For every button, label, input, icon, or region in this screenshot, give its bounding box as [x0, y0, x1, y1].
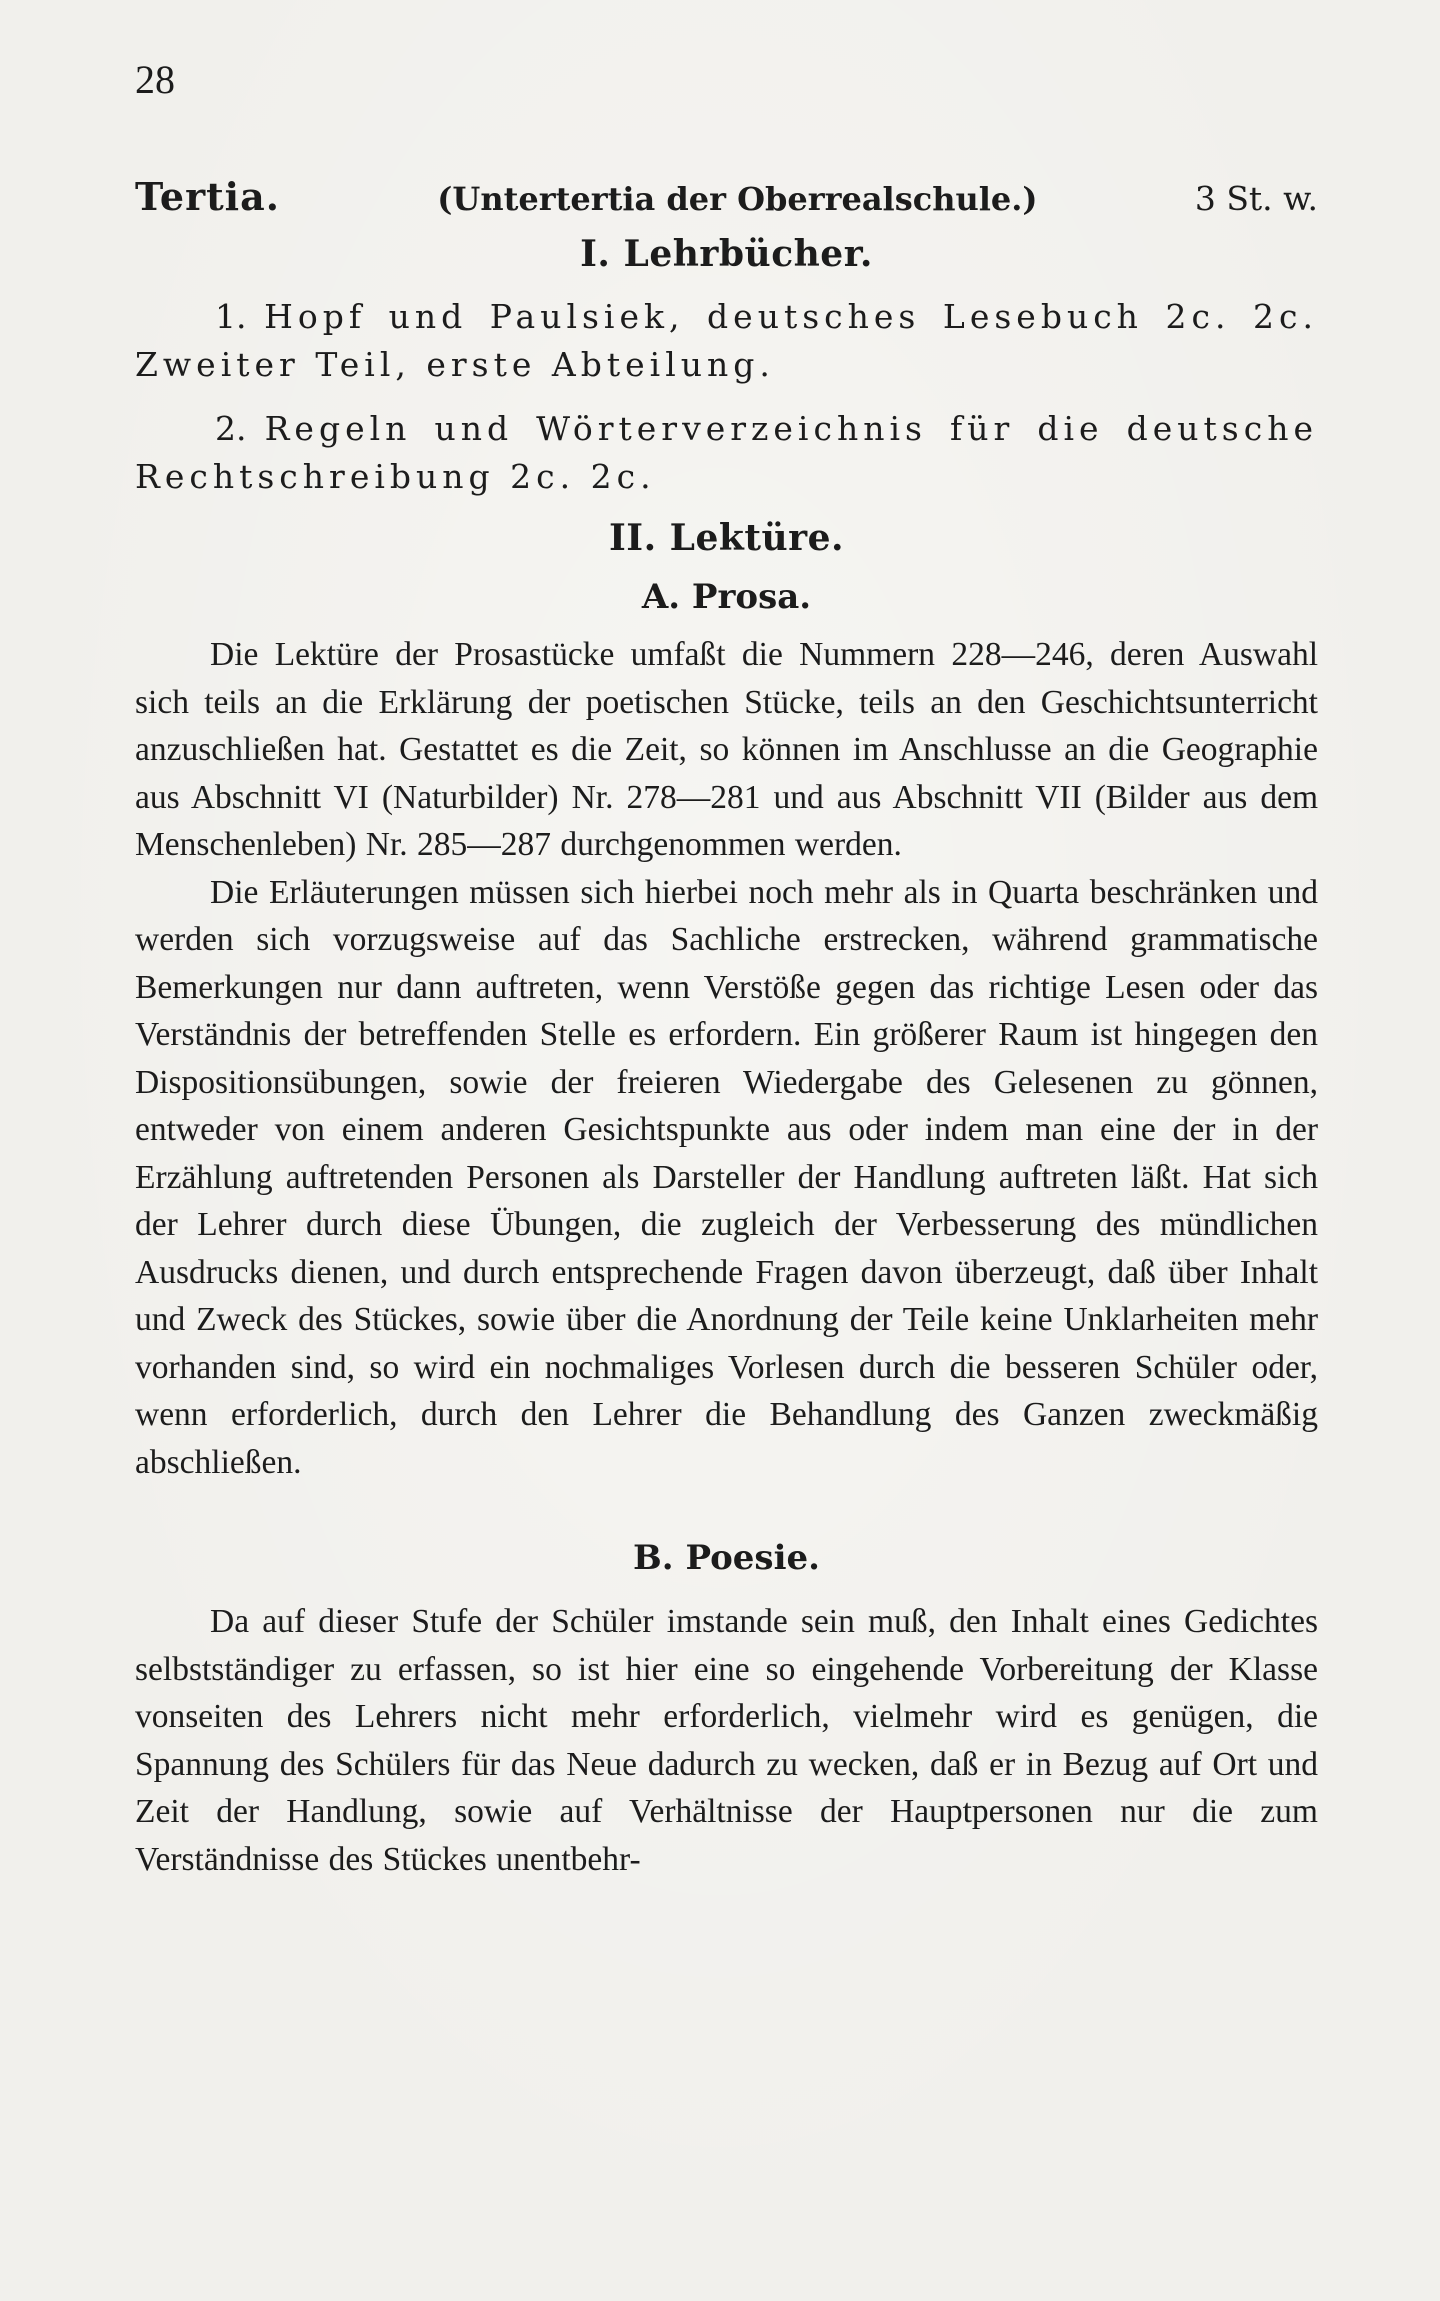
book-title: Hopf und Paulsiek, deutsches Lesebuch 2c. 2c. Zweiter Teil, erste Abteilung. — [135, 297, 1318, 384]
prosa-paragraph-2: Die Erläuterungen müssen sich hierbei noch mehr als in Quarta beschränken und werden sich vorzugsweise auf das Sachliche erstrecken, während grammatische Bemerkungen nur dann auftreten, wenn Verstöße gegen das richtige Lesen oder das Verständnis der betreffenden Stelle es erfordern. Ein größerer Raum ist hingegen den Dispositionsübungen, sowie der freieren Wiedergabe des Gelesenen zu gönnen, entweder von einem anderen Gesichtspunkte aus oder indem man eine der in der Erzählung auftretenden Personen als Darsteller der Handlung auftreten läßt. Hat sich der Lehrer durch diese Übungen, die zugleich der Verbesserung des mündlichen Ausdrucks dienen, und durch entsprechende Fragen davon überzeugt, daß über Inhalt und Zweck des Stückes, sowie über die Anordnung der Teile keine Unklarheiten mehr vorhanden sind, so wird ein nochmaliges Vorlesen durch die besseren Schüler oder, wenn erforderlich, durch den Lehrer die Behandlung des Ganzen zweckmäßig abschließen. — [135, 873, 1318, 1481]
subsection-heading-prosa: A. Prosa. — [641, 577, 812, 617]
prosa-paragraph-1: Die Lektüre der Prosastücke umfaßt die Nummern 228—246, deren Auswahl sich teils an die Erklärung der poetischen Stücke, teils an den Geschichtsunterricht anzuschließen hat. Gestattet es die Zeit, so können im Anschlusse an die Geographie aus Abschnitt VI (Naturbilder) Nr. 278—281 und aus Abschnitt VII (Bilder aus dem Menschenleben) Nr. 285—287 durchgenommen werden. — [135, 636, 1318, 863]
class-header — [135, 174, 1318, 219]
book-entry-1 — [135, 293, 1318, 389]
book-number: 2. — [215, 409, 247, 448]
book-number: 1. — [215, 297, 247, 336]
subsection-heading-poesie: B. Poesie. — [633, 1538, 820, 1578]
class-title: Tertia. — [135, 174, 280, 219]
page-number: 28 — [135, 57, 175, 102]
poesie-paragraph-1: Da auf dieser Stufe der Schüler imstande sein muß, den Inhalt eines Gedichtes selbstständiger zu erfassen, so ist hier eine so eingehende Vorbereitung der Klasse vonseiten des Lehrers nicht mehr erforderlich, vielmehr wird es genügen, die Spannung des Schülers für das Neue dadurch zu wecken, daß er in Bezug auf Ort und Zeit der Handlung, sowie auf Verhältnisse der Hauptpersonen nur die zum Verständnisse des Stückes unentbehr- — [135, 1603, 1318, 1878]
weekly-hours: 3 St. w. — [1194, 179, 1318, 218]
class-subtitle: (Untertertia der Oberrealschule.) — [437, 180, 1038, 218]
book-entry-2 — [135, 405, 1318, 501]
section-heading-lektuere: II. Lektüre. — [608, 517, 845, 559]
book-title: Regeln und Wörterverzeichnis für die deutsche Rechtschreibung 2c. 2c. — [135, 409, 1318, 496]
section-heading-lehrbuecher: I. Lehrbücher. — [580, 233, 873, 275]
